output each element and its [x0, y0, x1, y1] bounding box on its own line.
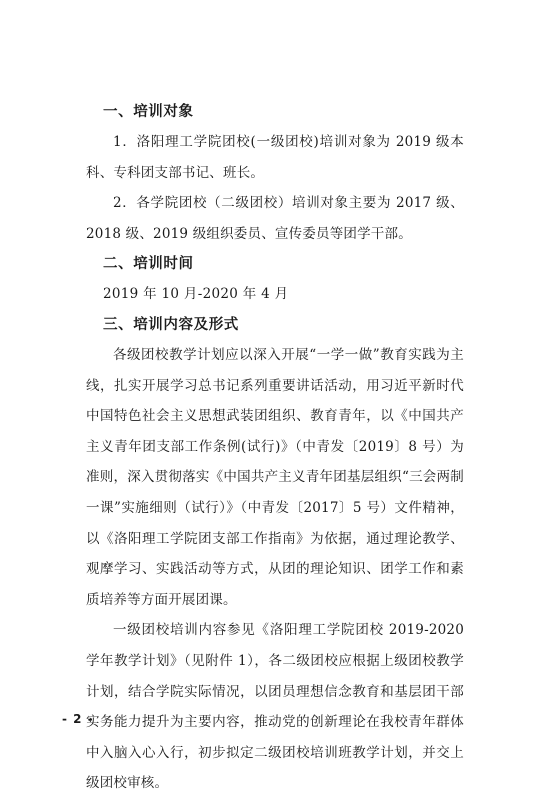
section-heading-training-time: 二、培训时间 [103, 256, 194, 273]
paragraph-target-item-2: 2．各学院团校（二级团校）培训对象主要为 2017 级、2018 级、2019 级组织委员、宣传委员等团学干部。 [86, 195, 464, 242]
training-time-text: 2019 年 10 月-2020 年 4 月 [103, 286, 289, 303]
paragraph-target-item-1: 1．洛阳理工学院团校(一级团校)培训对象为 2019 级本科、专科团支部书记、班长。 [86, 134, 464, 181]
page-number: - 2 - [62, 712, 94, 726]
section-heading-training-targets: 一、培训对象 [103, 104, 194, 120]
section-heading-training-content: 三、培训内容及形式 [103, 316, 239, 333]
document-body [86, 97, 464, 799]
paragraph-content-1: 各级团校教学计划应以深入开展“一学一做”教育实践为主线，扎实开展学习总书记系列重要讲话活动，用习近平新时代中国特色社会主义思想武装团组织、教育青年，以《中国共产主义青年团支部工作条例(试行)》（中青发〔2019〕8 号）为准则，深入贯彻落实《中国共产主义青年团基层组织“三会两制一课”实施细则（试行）》（中青发〔2017〕5 号）文件精神，以《洛阳理工学院团支部工作指南》为依据，通过理论教学、观摩学习、实践活动等方式，从团的理论知识、团学工作和素质培养等方面开展团课。 [86, 346, 464, 608]
paragraph-content-2: 一级团校培训内容参见《洛阳理工学院团校 2019-2020 学年教学计划》（见附件 1），各二级团校应根据上级团校教学计划，结合学院实际情况，以团员理想信念教育和基层团干部实务能力提升为主要内容，推动党的创新理论在我校青年群体中入脑入心入行，初步拟定二级团校培训班教学计划，并交上级团校审核。 [86, 622, 464, 792]
